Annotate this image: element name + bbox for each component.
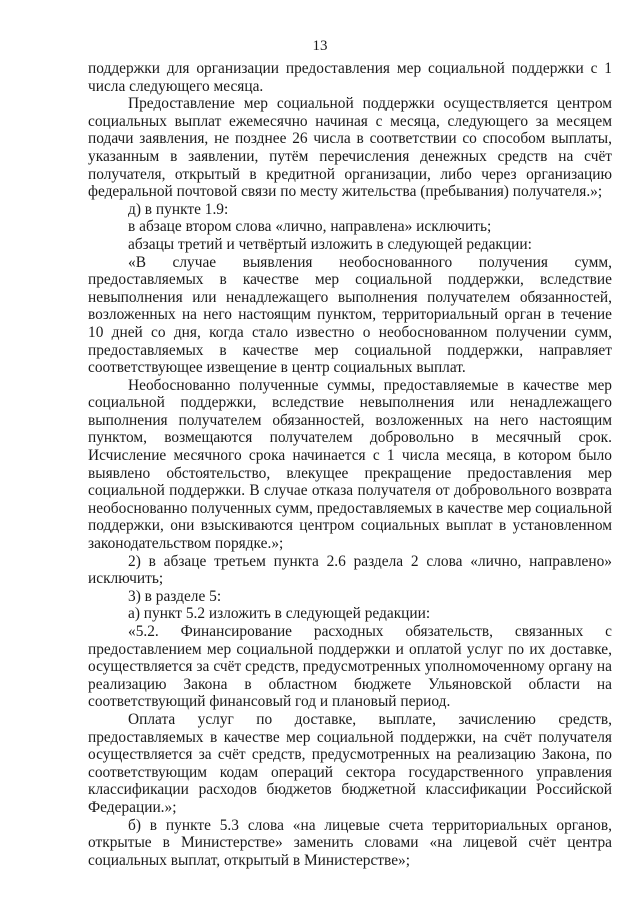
paragraph: Необоснованно полученные суммы, предоставляемые в качестве мер социальной поддержки, вследствие невыполнения или ненадлежащего выполнения получателем обязанностей, возложенных на него настоящим пунктом, возмещаются получателем добровольно в месячный срок. Исчисление месячного срока начинается с 1 числа месяца, в котором было выявлено обстоятельство, влекущее прекращение предоставления мер социальной поддержки. В случае отказа получателя от добровольного возврата необоснованно полученных сумм, предоставляемых в качестве мер социальной поддержки, они взыскиваются центром социальных выплат в установленном законодательством порядке.»;: [88, 376, 612, 553]
paragraph: 3) в разделе 5:: [128, 587, 222, 605]
paragraph: поддержки для организации предоставления мер социальной поддержки с 1 числа следующего месяца.: [88, 60, 612, 95]
paragraph: Оплата услуг по доставке, выплате, зачислению средств, предоставляемых в качестве мер социальной поддержки, на счёт получателя осуществляется за счёт средств, предусмотренных на реализацию Закона, по соответствующим кодам операций сектора государственного управления классификации расходов бюджетов бюджетной классификации Российской Федерации.»;: [88, 710, 612, 816]
paragraph: Предоставление мер социальной поддержки осуществляется центром социальных выплат ежемесячно начиная с месяца, следующего за месяцем подачи заявления, не позднее 26 числа в соответствии со способом выплаты, указанным в заявлении, путём перечисления денежных средств на счёт получателя, открытый в кредитной организации, либо через организацию федеральной почтовой связи по месту жительства (пребывания) получателя.»;: [88, 95, 612, 201]
paragraph: б) в пункте 5.3 слова «на лицевые счета территориальных органов, открытые в Министерстве» заменить словами «на лицевой счёт центра социальных выплат, открытый в Министерстве»;: [88, 816, 612, 869]
paragraph: д) в пункте 1.9:: [128, 200, 229, 218]
document-body: [88, 60, 612, 869]
paragraph: «5.2. Финансирование расходных обязательств, связанных с предоставлением мер социальной поддержки и оплатой услуг по их доставке, осуществляется за счёт средств, предусмотренных уполномоченному органу на реализацию Закона в областном бюджете Ульяновской области на соответствующий финансовый год и плановый период.: [88, 623, 612, 711]
paragraph: 2) в абзаце третьем пункта 2.6 раздела 2 слова «лично, направлено» исключить;: [88, 552, 612, 588]
paragraph: а) пункт 5.2 изложить в следующей редакции:: [128, 605, 431, 623]
page-number: 13: [312, 38, 328, 54]
paragraph: «В случае выявления необоснованного получения сумм, предоставляемых в качестве мер социальной поддержки, вследствие невыполнения или ненадлежащего выполнения получателем обязанностей, возложенных на него настоящим пунктом, территориальный орган в течение 10 дней со дня, когда стало известно о необоснованном получении сумм, предоставляемых в качестве мер социальной поддержки, направляет соответствующее извещение в центр социальных выплат.: [88, 253, 612, 377]
paragraph: абзацы третий и четвёртый изложить в следующей редакции:: [128, 235, 532, 253]
paragraph: в абзаце втором слова «лично, направлена» исключить;: [128, 218, 492, 236]
